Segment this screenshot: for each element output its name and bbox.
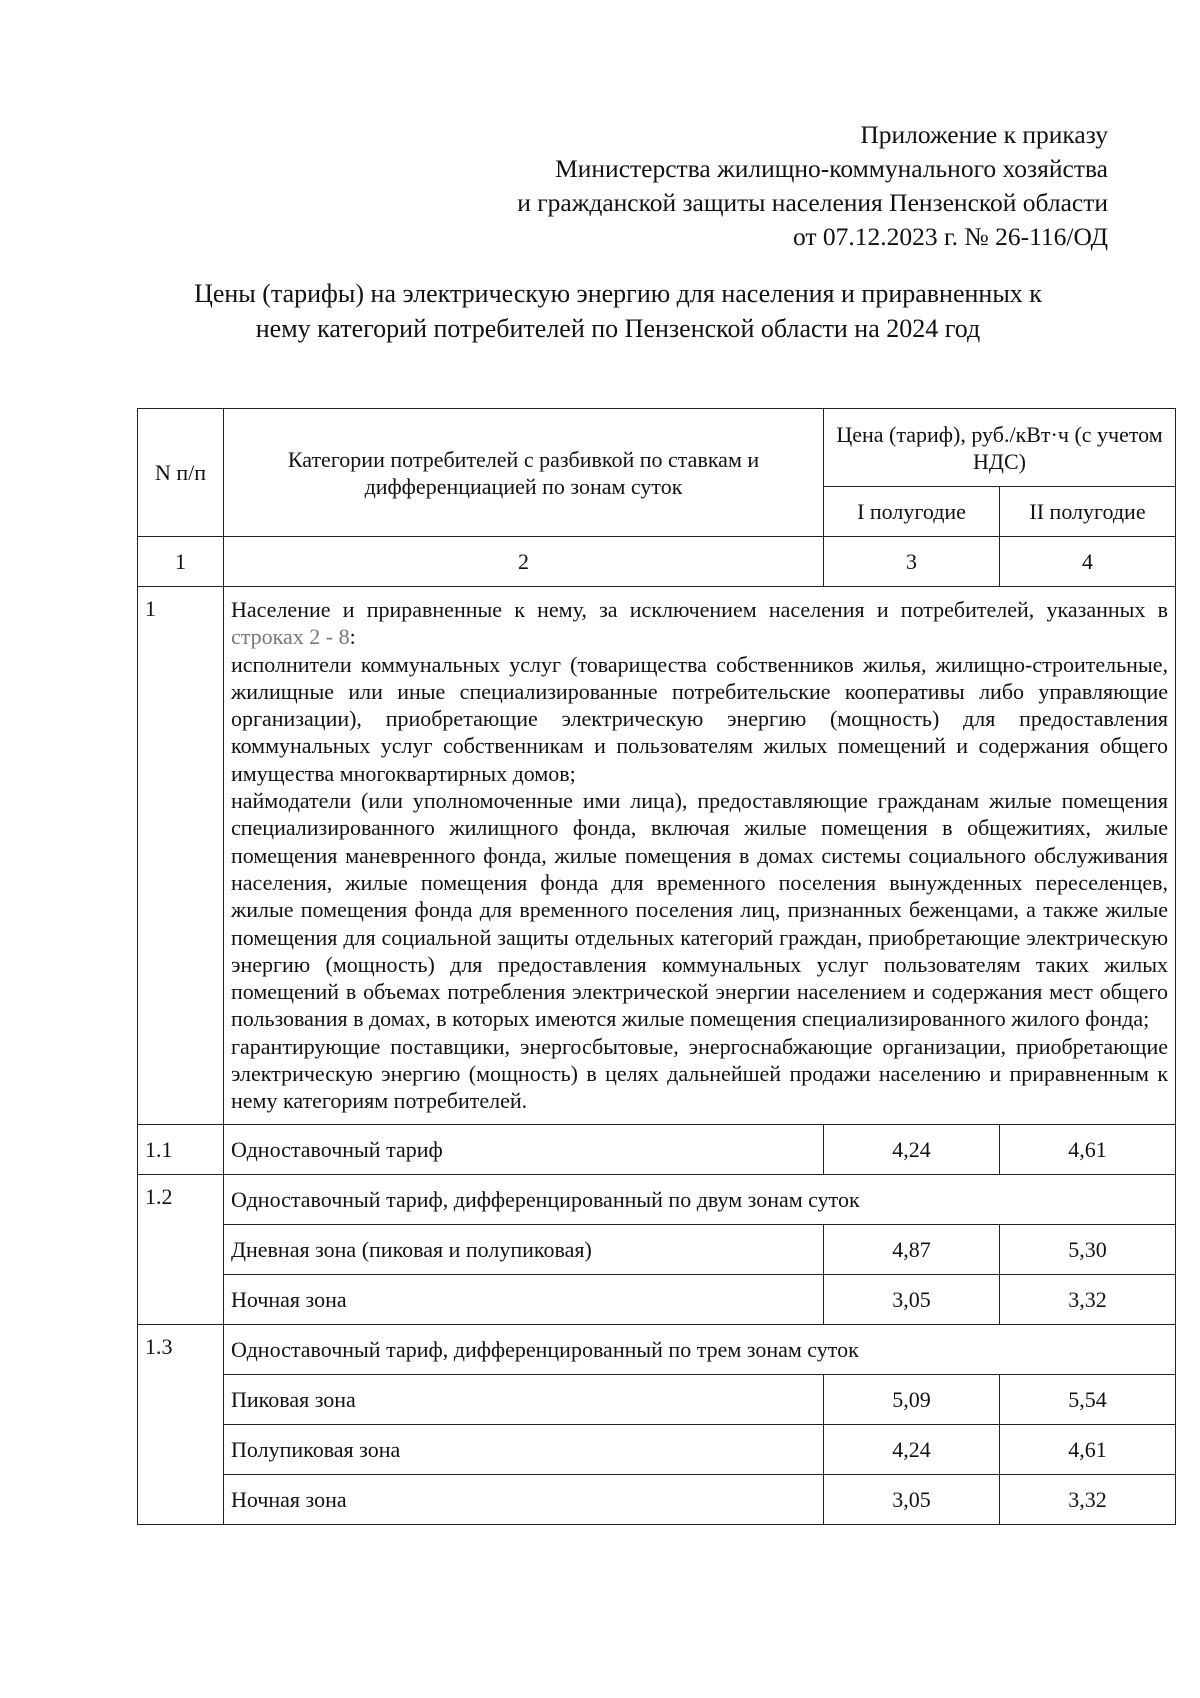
table-row — [138, 1474, 1176, 1524]
section-1-description — [224, 587, 1176, 1125]
zone-label: Пиковая зона — [224, 1374, 824, 1424]
title-line: нему категорий потребителей по Пензенской области на 2024 год — [255, 314, 981, 343]
desc-text: : — [349, 624, 356, 650]
price-half2: 3,32 — [1000, 1274, 1176, 1324]
column-number: 4 — [1000, 537, 1176, 587]
header-price: Цена (тариф), руб./кВт·ч (с учетом НДС) — [824, 409, 1176, 487]
zone-label: Ночная зона — [224, 1474, 824, 1524]
appendix-line: от 07.12.2023 г. № 26-116/ОД — [792, 222, 1108, 251]
desc-faint-text: строках 2 - 8 — [231, 624, 350, 650]
price-half1: 3,05 — [824, 1274, 1000, 1324]
row-label: Одноставочный тариф — [224, 1124, 824, 1174]
price-half2: 5,30 — [1000, 1224, 1176, 1274]
column-number-row — [138, 537, 1176, 587]
table-row — [138, 1374, 1176, 1424]
tariff-table — [137, 408, 1176, 1525]
desc-paragraph: гарантирующие поставщики, энергосбытовые, энергоснабжающие организации, приобретающие электрическую энергию (мощность) в целях дальнейшей продажи населению и приравненным к нему категориям потребителей. — [231, 1033, 1169, 1114]
row-label: Одноставочный тариф, дифференцированный по двум зонам суток — [224, 1174, 1176, 1224]
header-half2: II полугодие — [1000, 487, 1176, 537]
table-row — [138, 1174, 1176, 1224]
desc-text: Население и приравненные к нему, за исключением населения и потребителей, указанных в — [231, 597, 1169, 622]
price-half1: 4,24 — [824, 1424, 1000, 1474]
table-row — [138, 1274, 1176, 1324]
price-half2: 4,61 — [1000, 1124, 1176, 1174]
appendix-line: Министерства жилищно-коммунального хозяйства — [555, 154, 1108, 183]
column-number: 2 — [224, 537, 824, 587]
section-1-row — [138, 587, 1176, 1125]
zone-label: Полупиковая зона — [224, 1424, 824, 1474]
header-num: N п/п — [138, 409, 224, 537]
appendix-line: и гражданской защиты населения Пензенской области — [517, 188, 1108, 217]
header-half1: I полугодие — [824, 487, 1000, 537]
desc-paragraph: наймодатели (или уполномоченные ими лица), предоставляющие гражданам жилые помещения специализированного жилищного фонда, включая жилые помещения в общежитиях, жилые помещения маневренного фонда, жилые помещения в домах системы социального обслуживания населения, жилые помещения фонда для временного поселения вынужденных переселенцев, жилые помещения фонда для временного поселения лиц, признанных беженцами, а также жилые помещения для социальной защиты отдельных категорий граждан, приобретающие электрическую энергию (мощность) для предоставления коммунальных услуг пользователям таких жилых помещений в объемах потребления электрической энергии населением и содержания мест общего пользования в домах, в которых имеются жилые помещения специализированного жилого фонда; — [231, 788, 1169, 1032]
document-title — [138, 276, 1098, 346]
title-line: Цены (тарифы) на электрическую энергию для населения и приравненных к — [194, 279, 1042, 308]
table-row — [138, 1124, 1176, 1174]
zone-label: Ночная зона — [224, 1274, 824, 1324]
zone-label: Дневная зона (пиковая и полупиковая) — [224, 1224, 824, 1274]
desc-paragraph — [231, 596, 1168, 651]
price-half2: 3,32 — [1000, 1474, 1176, 1524]
row-num: 1 — [138, 587, 224, 1125]
row-label: Одноставочный тариф, дифференцированный по трем зонам суток — [224, 1324, 1176, 1374]
price-half2: 5,54 — [1000, 1374, 1176, 1424]
header-category: Категории потребителей с разбивкой по ставкам и дифференциацией по зонам суток — [224, 409, 824, 537]
price-half1: 4,24 — [824, 1124, 1000, 1174]
price-half1: 5,09 — [824, 1374, 1000, 1424]
column-number: 3 — [824, 537, 1000, 587]
price-half2: 4,61 — [1000, 1424, 1176, 1474]
header-row — [138, 409, 1176, 487]
row-num: 1.2 — [138, 1174, 224, 1324]
appendix-line: Приложение к приказу — [860, 120, 1108, 149]
table-row — [138, 1324, 1176, 1374]
column-number: 1 — [138, 537, 224, 587]
price-half1: 4,87 — [824, 1224, 1000, 1274]
table-row — [138, 1424, 1176, 1474]
row-num: 1.1 — [138, 1124, 224, 1174]
table-row — [138, 1224, 1176, 1274]
row-num: 1.3 — [138, 1324, 224, 1524]
price-half1: 3,05 — [824, 1474, 1000, 1524]
appendix-header — [348, 118, 1108, 254]
desc-paragraph: исполнители коммунальных услуг (товарищества собственников жилья, жилищно-строительные, жилищные или иные специализированные потребительские кооперативы либо управляющие организации), приобретающие электрическую энергию (мощность) для предоставления коммунальных услуг собственникам и пользователям жилых помещений и содержания общего имущества многоквартирных домов; — [231, 651, 1169, 786]
